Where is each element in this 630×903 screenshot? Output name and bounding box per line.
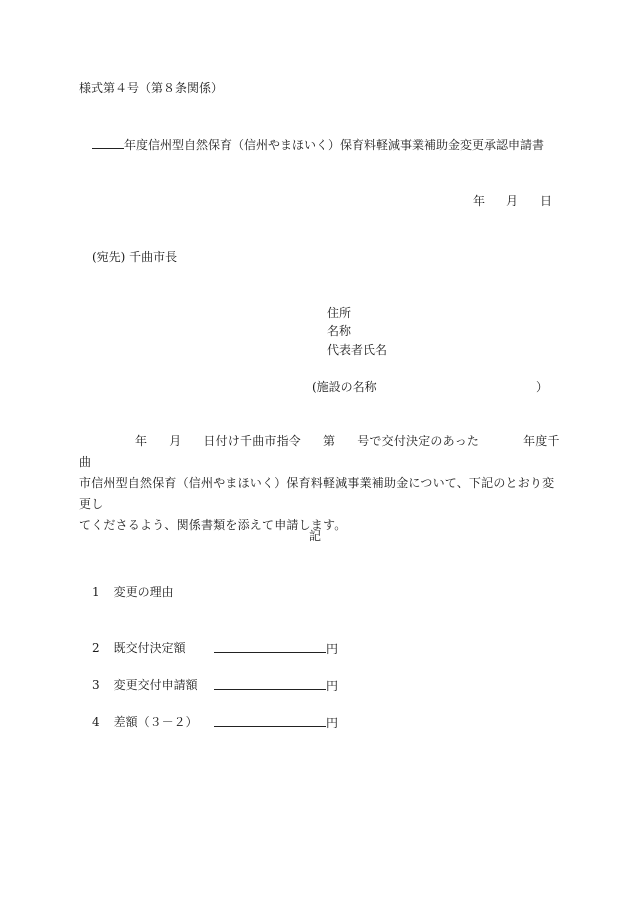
item-number: 1	[92, 585, 100, 599]
item-label: 差額（３－２）	[113, 715, 198, 729]
item-label: 変更交付申請額	[113, 678, 198, 692]
amount-unit: 円	[326, 642, 339, 656]
item-label: 既交付決定額	[113, 641, 186, 655]
item-number: 4	[92, 715, 100, 729]
body-line-1: 年 月 日付け千曲市指令 第 号で交付決定のあった 年度千曲	[79, 434, 560, 469]
amount-unit: 円	[326, 716, 339, 730]
amount-blank	[214, 677, 326, 690]
date-year: 年	[473, 194, 486, 208]
date-line	[473, 193, 552, 209]
item-2-amount	[214, 640, 338, 657]
body-line-3: てくださるよう、関係書類を添えて申請します。	[79, 518, 347, 532]
item-3-amount	[214, 677, 338, 694]
item-4	[92, 714, 198, 730]
address-label: 住所	[327, 306, 352, 320]
fiscal-year-blank	[92, 136, 124, 149]
body-paragraph	[79, 431, 564, 536]
name-label: 名称	[327, 324, 352, 338]
item-number: 2	[92, 641, 100, 655]
date-day: 日	[540, 194, 553, 208]
form-number: 様式第４号（第８条関係）	[79, 81, 224, 95]
item-number: 3	[92, 678, 100, 692]
item-3	[92, 677, 198, 693]
item-4-amount	[214, 714, 338, 731]
date-month: 月	[506, 194, 519, 208]
amount-unit: 円	[326, 679, 339, 693]
title-text: 年度信州型自然保育（信州やまほいく）保育料軽減事業補助金変更承認申請書	[124, 138, 545, 152]
representative-label: 代表者氏名	[327, 343, 388, 357]
document-title	[92, 136, 544, 153]
item-2	[92, 640, 186, 656]
facility-name-close: ）	[536, 380, 549, 394]
body-line-2: 市信州型自然保育（信州やまほいく）保育料軽減事業補助金について、下記のとおり変更し	[79, 476, 555, 511]
item-1	[92, 584, 174, 600]
ki-heading: 記	[309, 529, 322, 543]
item-label: 変更の理由	[113, 585, 174, 599]
amount-blank	[214, 640, 326, 653]
facility-name-open: (施設の名称	[312, 380, 377, 394]
amount-blank	[214, 714, 326, 727]
addressee: (宛先) 千曲市長	[92, 250, 178, 264]
